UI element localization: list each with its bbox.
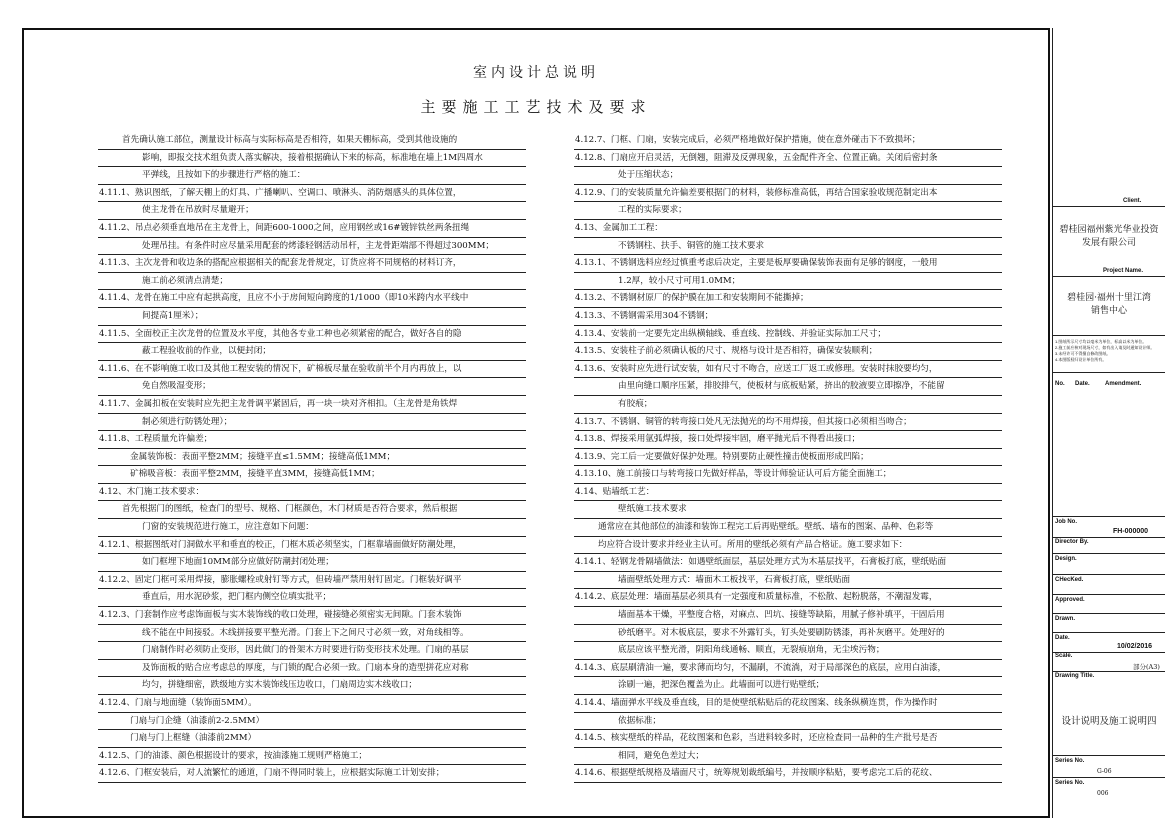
divider: [1053, 516, 1165, 517]
text-line: 免自然吸湿变形；: [98, 378, 526, 396]
text-line: 制必须进行防锈处理）；: [98, 414, 526, 432]
text-line: 门窗的安装规范进行施工，应注意如下问题：: [98, 519, 526, 537]
text-line: 4.13.8、焊接采用氩弧焊接，接口处焊接牢固，磨平抛光后不得看出接口；: [574, 431, 1002, 449]
note-2: 2.施工前应核对现场尺寸，如有出入请及时通知设计师。: [1055, 345, 1155, 350]
text-line: 4.13.1、不锈钢选料应经过慎重考虑后决定，主要是板厚要确保装饰表面有足够的钢度，一般用: [574, 255, 1002, 273]
text-line: 蔽工程验收前的作业，以便封闭；: [98, 343, 526, 361]
text-line: 墙面壁纸处理方式：墙面木工板找平，石膏板打底，壁纸贴面: [574, 572, 1002, 590]
left-text-column: [98, 132, 526, 783]
divider: [1053, 335, 1165, 336]
approved-label: Approved.: [1055, 597, 1085, 603]
text-line: 依据标准；: [574, 713, 1002, 731]
divider: [1053, 372, 1165, 373]
text-line: 4.12.1、根据图纸对门洞做水平和垂直的校正，门框木质必须坚实，门框靠墙面做好防潮处理，: [98, 537, 526, 555]
text-line: 底层应该平整光滑，阴阳角线通畅、顺直，无裂痕崩角，无尘埃污物；: [574, 642, 1002, 660]
series-no-value: 006: [1097, 790, 1109, 797]
text-line: 门扇与门上框缝（油漆前2MM）: [98, 730, 526, 748]
note-3: 3.未经许可不得擅自修改图纸。: [1055, 351, 1111, 356]
text-line: 使主龙骨在吊放时尽量避开；: [98, 202, 526, 220]
text-line: 4.13.9、完工后一定要做好保护处理。特别要防止硬性撞击使板面形成凹陷；: [574, 449, 1002, 467]
document-title: 室内设计总说明: [473, 65, 599, 81]
divider: [1053, 537, 1165, 538]
design-label: Design.: [1055, 556, 1077, 562]
text-line: 影响，即报交技术组负责人落实解决，接着根据确认下来的标高，标准地在墙上1M四周水: [98, 150, 526, 168]
text-line: 施工前必须清点清楚；: [98, 273, 526, 291]
director-label: Director By.: [1055, 539, 1089, 545]
text-line: 4.12.2、固定门框可采用焊接，膨胀螺栓或射钉等方式，但砖墙严禁用射钉固定。门框装好调平: [98, 572, 526, 590]
text-line: 有胶痕；: [574, 396, 1002, 414]
text-line: 4.14.4、墙面弹水平线及垂直线，目的是使壁纸粘贴后的花纹图案、线条纵横连贯，作为操作时: [574, 695, 1002, 713]
text-line: 由里向缝口顺序压紧，排胶排气，使板材与底板贴紧，挤出的胶液要立即擦净，不能留: [574, 378, 1002, 396]
divider: [1053, 206, 1165, 207]
right-text-column: [574, 132, 1002, 783]
divider: [1053, 755, 1165, 756]
text-line: 及饰面板的贴合应考虑总的厚度，与门锁的配合必须一致。门扇本身的造型拼花应对称: [98, 660, 526, 678]
amendment-label: Amendment.: [1105, 381, 1142, 387]
text-line: 4.13.2、不锈钢材原厂的保护膜在加工和安装期间不能撕掉；: [574, 290, 1002, 308]
text-line: 4.13.4、安装前一定要先定出纵横轴线、垂直线、控制线、并验证实际加工尺寸；: [574, 326, 1002, 344]
project-name-line1: 碧桂园·福州十里江湾: [1067, 293, 1151, 303]
text-line: 首先确认施工部位，测量设计标高与实际标高是否相符，如果天棚标高，受到其他设施的: [98, 132, 526, 150]
text-line: 4.14.3、底层刷清油一遍，要求薄而均匀，不漏刷，不流淌，对于局部深色的底层，应用白油漆，: [574, 660, 1002, 678]
text-line: 4.11.6、在不影响施工收口及其他工程安装的情况下，矿棉板尽量在验收前半个月内再放上，以: [98, 361, 526, 379]
text-line: 4.12.5、门的油漆、颜色根据设计的要求，按油漆施工规则严格施工；: [98, 748, 526, 766]
text-line: 4.11.4、龙骨在施工中应有起拱高度，且应不小于房间短向跨度的1/1000（即10米跨内水平线中: [98, 290, 526, 308]
series-label: Series No.: [1055, 758, 1085, 764]
text-line: 4.14.2、底层处理：墙面基层必须具有一定强度和质量标准，不松散、起粉脱落，不潮湿发霉，: [574, 589, 1002, 607]
text-line: 如门框埋下地面10MM部分应做好防潮封闭处理；: [98, 554, 526, 572]
scale-label: Scale.: [1055, 653, 1073, 659]
divider: [1053, 594, 1165, 595]
text-line: 门扇与门企缝（油漆前2-2.5MM）: [98, 713, 526, 731]
text-line: 均匀，拼缝细密，跌级地方实木装饰线压边收口，门扇周边实木线收口；: [98, 677, 526, 695]
document-titles: [24, 62, 1048, 117]
date-label: Date.: [1055, 635, 1070, 641]
text-line: 4.12.8、门扇应开启灵活，无倒翘，阻滞及反弹现象，五金配件齐全、位置正确。关闭后密封条: [574, 150, 1002, 168]
checked-label: CHecKed.: [1055, 577, 1084, 583]
client-label: Client.: [1123, 198, 1142, 204]
text-line: 4.13.5、安装柱子前必须确认板的尺寸、规格与设计是否相符，确保安装顺利；: [574, 343, 1002, 361]
drawing-title-label: Drawing Title.: [1055, 673, 1095, 679]
divider: [1053, 276, 1165, 277]
text-line: 通常应在其他部位的油漆和装饰工程完工后再贴壁纸。壁纸、墙布的图案、品种、色彩等: [574, 519, 1002, 537]
text-line: 4.13.7、不锈钢、铜管的转弯接口处凡无法抛光的均不用焊接，但其接口必须相当吻合；: [574, 414, 1002, 432]
client-name-line2: 发展有限公司: [1081, 238, 1136, 248]
divider: [1053, 777, 1165, 778]
note-4: 4.本图版权归设计单位所有。: [1055, 357, 1107, 362]
text-line: 相同，避免色差过大；: [574, 748, 1002, 766]
text-line: 壁纸施工技术要求: [574, 501, 1002, 519]
text-line: 4.12.7、门框、门扇，安装完成后，必须严格地做好保护措施，使在意外碰击下不致损坏；: [574, 132, 1002, 150]
job-no-value: FH-000000: [1113, 528, 1149, 535]
project-name-line2: 销售中心: [1090, 306, 1127, 316]
text-line: 工程的实际要求；: [574, 202, 1002, 220]
text-line: 4.12、木门施工技术要求：: [98, 484, 526, 502]
scale-value: 部分(A3): [1133, 663, 1160, 671]
text-line: 4.12.9、门的安装质量允许偏差要根据门的材料，装修标准高低，再结合国家验收规范制定出本: [574, 185, 1002, 203]
text-line: 4.11.7、金属扣板在安装时应先把主龙骨调平紧固后，再一块一块对齐相扣。（主龙骨是角铁焊: [98, 396, 526, 414]
text-line: 平弹线，且按如下的步骤进行严格的施工：: [98, 167, 526, 185]
drawing-title-value: 设计说明及施工说明四: [1061, 716, 1157, 727]
text-line: 1.2厚，较小尺寸可用1.0MM；: [574, 273, 1002, 291]
text-line: 4.11.2、吊点必须垂直地吊在主龙骨上，间距600-1000之间，应用钢丝或16#镀锌铁丝两条扭绳: [98, 220, 526, 238]
text-line: 线不能在中间接驳。木线拼接要平整光滑。门套上下之间尺寸必须一致，对角线相等。: [98, 625, 526, 643]
text-line: 4.13.3、不锈钢需采用304不锈钢；: [574, 308, 1002, 326]
text-line: 金属装饰板：表面平整2MM；接缝平直≤1.5MM；接缝高低1MM；: [98, 449, 526, 467]
text-line: 处理吊挂。有条件时应尽量采用配套的烤漆轻钢活动吊杆，主龙骨距端部不得超过300MM；: [98, 238, 526, 256]
text-line: 首先根据门的图纸，检查门的型号、规格、门框颜色，木门材质是否符合要求，然后根据: [98, 501, 526, 519]
text-line: 4.13.6、安装时应先进行试安装，如有尺寸不吻合，应送工厂返工或修理。安装时抹胶要均匀，: [574, 361, 1002, 379]
divider: [1053, 671, 1165, 672]
text-line: 4.13、金属加工工程：: [574, 220, 1002, 238]
drawing-sheet: [22, 28, 1164, 818]
series-no-label: Series No.: [1055, 780, 1085, 786]
text-line: 砂纸磨平。对木板底层，要求不外露钉头，钉头处要刷防锈漆，再补灰磨平。处理好的: [574, 625, 1002, 643]
text-line: 垂直后，用水泥砂浆，把门框内侧空位填实批平；: [98, 589, 526, 607]
text-line: 均应符合设计要求并经业主认可。所用的壁纸必须有产品合格证。施工要求如下：: [574, 537, 1002, 555]
divider: [1053, 613, 1165, 614]
drawn-label: Drawn.: [1055, 616, 1076, 622]
text-line: 涂刷一遍，把深色覆盖为止。此墙面可以进行贴壁纸；: [574, 677, 1002, 695]
title-block: [1052, 28, 1165, 818]
text-line: 处于压缩状态；: [574, 167, 1002, 185]
text-line: 4.11.5、全面校正主次龙骨的位置及水平度，其他各专业工种也必须紧密的配合，做好各自的隐: [98, 326, 526, 344]
client-name-line1: 碧桂园福州紫光华业投资: [1059, 225, 1159, 235]
text-line: 4.11.8、工程质量允许偏差；: [98, 431, 526, 449]
divider: [1053, 632, 1165, 633]
text-line: 4.14、贴墙纸工艺：: [574, 484, 1002, 502]
series-value: G-06: [1097, 768, 1112, 775]
amend-no-label: No.: [1055, 381, 1065, 387]
text-line: 4.13.10、施工前接口与转弯接口先做好样品，等设计师验证认可后方能全面施工；: [574, 466, 1002, 484]
text-line: 4.12.4、门扇与地面缝（装饰面5MM）。: [98, 695, 526, 713]
document-subtitle: 主要施工工艺技术及要求: [420, 98, 652, 116]
project-label: Project Name.: [1103, 268, 1144, 274]
text-line: 不锈钢柱、扶手、铜管的施工技术要求: [574, 238, 1002, 256]
text-line: 墙面基本干燥，平整度合格，对麻点、凹坑、接缝等缺陷，用腻子修补填平，干固后用: [574, 607, 1002, 625]
note-1: 1.图纸所示尺寸均以毫米为单位，标高以米为单位。: [1055, 339, 1147, 344]
text-line: 4.11.3、主次龙骨和收边条的搭配应根据相关的配套龙骨规定，订货应将不同规格的材料订齐，: [98, 255, 526, 273]
text-line: 4.14.1、轻钢龙骨隔墙做法：如遇壁纸面层，基层处理方式为木基层找平，石膏板打底，壁纸贴面: [574, 554, 1002, 572]
text-line: 矿棉吸音板：表面平整2MM，接缝平直3MM，接缝高低1MM；: [98, 466, 526, 484]
divider: [1053, 553, 1165, 554]
text-line: 门扇制作时必须防止变形，因此做门的骨架木方时要进行防变形技术处理。门扇的基层: [98, 642, 526, 660]
divider: [1053, 574, 1165, 575]
text-line: 4.14.6、根据壁纸规格及墙面尺寸，统筹规划裁纸编号，并按顺序粘贴，要考虑完工后的花纹、: [574, 765, 1002, 783]
job-no-label: Job No.: [1055, 519, 1077, 525]
text-line: 4.12.6、门框安装后，对人流繁忙的通道，门扇不得同时装上，应根据实际施工计划安排；: [98, 765, 526, 783]
amend-date-label: Date.: [1075, 381, 1090, 387]
date-value: 10/02/2016: [1117, 643, 1153, 650]
text-line: 间提高1厘米）；: [98, 308, 526, 326]
text-line: 4.11.1、熟识图纸，了解天棚上的灯具、广播喇叭、空调口、喷淋头、消防烟感头的具体位置，: [98, 185, 526, 203]
text-line: 4.14.5、核实壁纸的样品，花纹图案和色彩，当进料较多时，还应检查同一品种的生产批号是否: [574, 730, 1002, 748]
drawing-frame: [22, 28, 1050, 818]
text-line: 4.12.3、门套制作应考虑饰面板与实木装饰线的收口处理，碰接缝必须密实无间隙。门套木装饰: [98, 607, 526, 625]
